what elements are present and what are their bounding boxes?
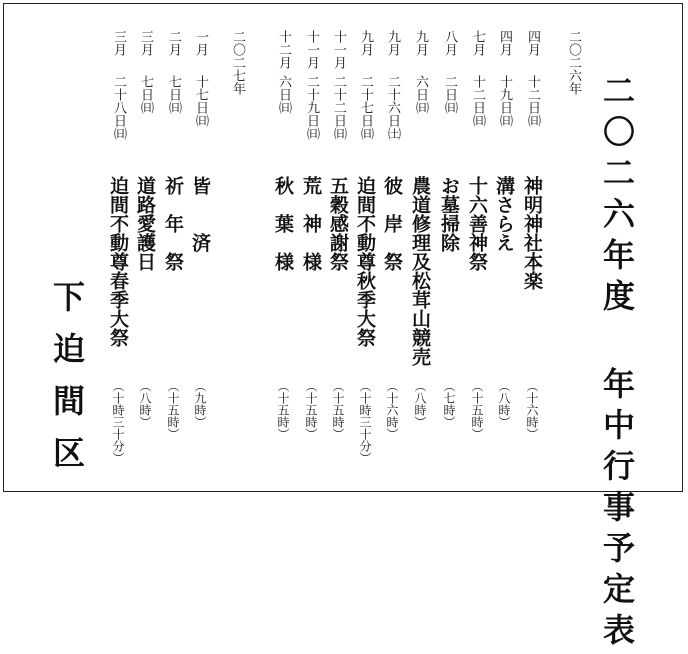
event-column	[159, 30, 185, 450]
event-time: （十五時）	[470, 380, 484, 440]
year-header-2027: 二〇二七年	[230, 30, 245, 95]
event-time: （八時）	[497, 380, 511, 428]
event-time: （十時三十分）	[358, 380, 372, 464]
event-time: （十六時）	[385, 380, 399, 440]
event-month: 一月	[193, 30, 208, 56]
event-time: （八時）	[413, 380, 427, 428]
event-date: 十九日㈰	[497, 75, 512, 127]
event-date: 二十七日㈰	[358, 75, 373, 140]
year-header-2026: 二〇二六年	[566, 30, 581, 95]
event-name: 道路愛護日	[134, 176, 156, 271]
event-month: 十二月	[276, 30, 291, 69]
event-column	[406, 30, 432, 450]
event-time: （十六時）	[525, 380, 539, 440]
event-name: お墓掃除	[438, 176, 460, 252]
event-month: 九月	[385, 30, 400, 56]
organization-name: 下迫間区	[48, 280, 86, 488]
event-month: 三月	[138, 30, 153, 56]
event-name: 荒 神 様	[300, 176, 322, 271]
event-column	[131, 30, 157, 450]
event-date: 二十九日㈰	[304, 75, 319, 140]
event-column	[186, 30, 212, 450]
event-column	[269, 30, 295, 450]
event-month: 二月	[166, 30, 181, 56]
event-name: 彼 岸 祭	[381, 176, 403, 271]
event-month: 八月	[442, 30, 457, 56]
event-date: 十七日㈰	[193, 75, 208, 127]
event-month: 九月	[413, 30, 428, 56]
event-date: 六日㈰	[276, 75, 291, 114]
event-month: 十一月	[304, 30, 319, 69]
event-name: 神明神社本楽	[521, 176, 543, 290]
event-date: 七日㈰	[138, 75, 153, 114]
event-month: 十一月	[331, 30, 346, 69]
event-date: 十二日㈰	[470, 75, 485, 127]
event-column	[518, 30, 544, 450]
event-date: 二十二日㈰	[331, 75, 346, 140]
event-time: （七時）	[442, 380, 456, 428]
event-time: （十五時）	[276, 380, 290, 440]
event-name: 農道修理及松茸山競売	[409, 176, 431, 366]
event-date: 六日㈰	[413, 75, 428, 114]
event-time: （十時三十分）	[111, 380, 125, 464]
event-column	[463, 30, 489, 450]
event-time: （九時）	[193, 380, 207, 428]
event-month: 四月	[525, 30, 540, 56]
event-time: （十五時）	[331, 380, 345, 440]
event-column	[104, 30, 130, 464]
event-column	[490, 30, 516, 450]
event-column	[324, 30, 350, 450]
event-name: 皆 済	[189, 176, 211, 252]
event-date: 二日㈰	[442, 75, 457, 114]
event-time: （十五時）	[304, 380, 318, 440]
event-name: 迫間不動尊秋季大祭	[354, 176, 376, 347]
event-column	[435, 30, 461, 450]
event-name: 十六善神祭	[466, 176, 488, 271]
event-month: 七月	[470, 30, 485, 56]
event-column	[351, 30, 377, 464]
event-date: 二十八日㈰	[111, 75, 126, 140]
event-date: 二十六日㈯	[385, 75, 400, 140]
event-date: 十二日㈰	[525, 75, 540, 127]
event-month: 三月	[111, 30, 126, 56]
event-month: 四月	[497, 30, 512, 56]
event-column	[378, 30, 404, 450]
page-title: 二〇二六年度 年中行事予定表	[598, 74, 636, 654]
event-time: （十五時）	[166, 380, 180, 440]
event-time: （八時）	[138, 380, 152, 428]
event-month: 九月	[358, 30, 373, 56]
event-date: 七日㈰	[166, 75, 181, 114]
event-name: 祈 年 祭	[162, 176, 184, 271]
event-name: 溝さらえ	[493, 176, 515, 252]
event-name: 秋 葉 様	[272, 176, 294, 271]
event-column	[297, 30, 323, 450]
event-name: 五穀感謝祭	[327, 176, 349, 271]
event-name: 迫間不動尊春季大祭	[107, 176, 129, 347]
